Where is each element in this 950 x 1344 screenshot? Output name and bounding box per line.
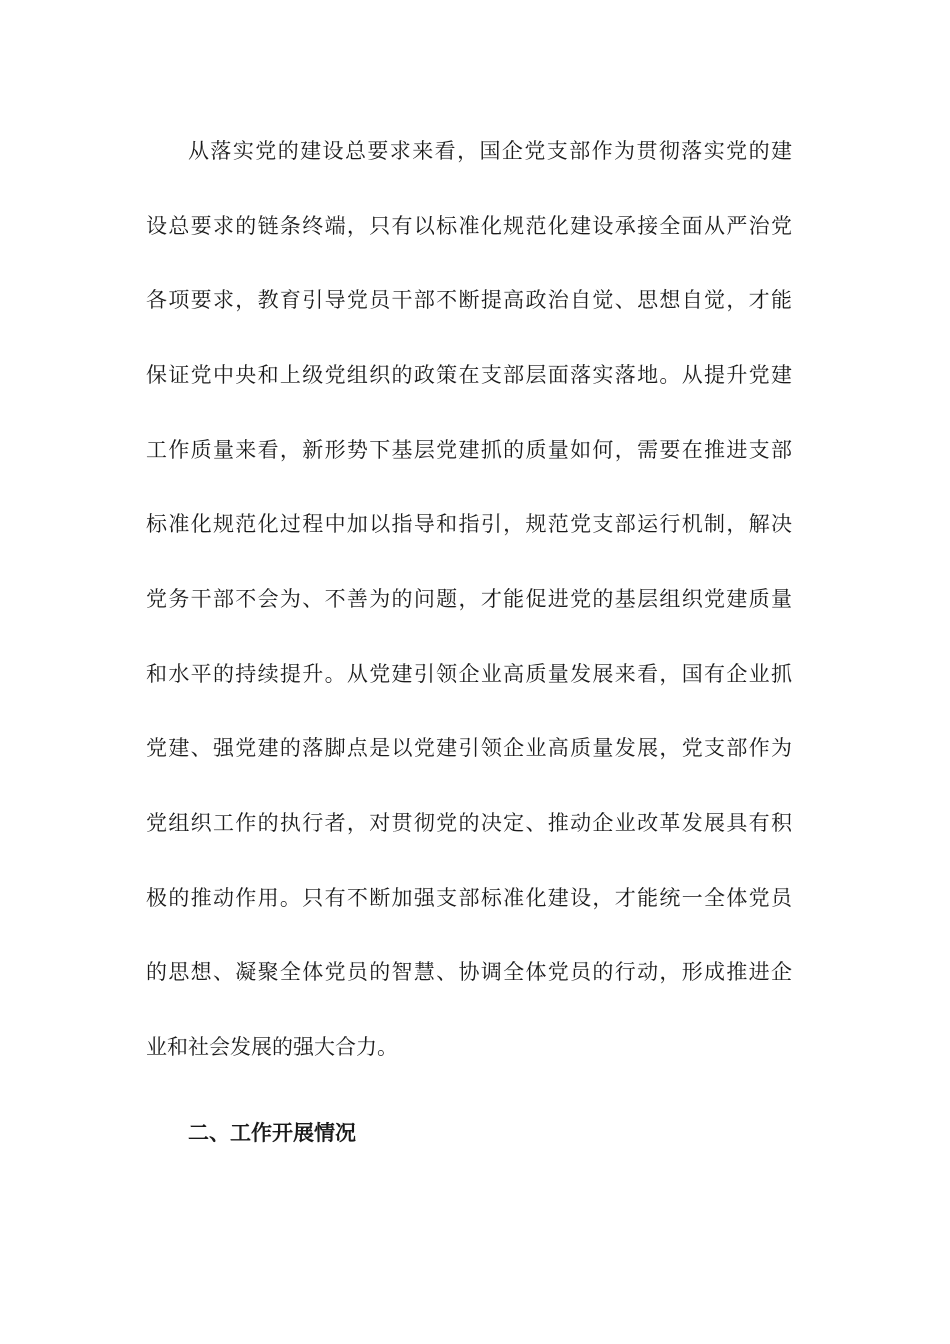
paragraph-line: 设总要求的链条终端，只有以标准化规范化建设承接全面从严治党 <box>146 214 792 238</box>
paragraph-line: 工作质量来看，新形势下基层党建抓的质量如何，需要在推进支部 <box>146 438 792 462</box>
paragraph-line: 和水平的持续提升。从党建引领企业高质量发展来看，国有企业抓 <box>146 662 792 686</box>
paragraph-line: 业和社会发展的强大合力。 <box>146 1035 398 1059</box>
paragraph-line: 保证党中央和上级党组织的政策在支部层面落实落地。从提升党建 <box>146 363 792 387</box>
paragraph-line: 极的推动作用。只有不断加强支部标准化建设，才能统一全体党员 <box>146 886 792 910</box>
paragraph-line: 的思想、凝聚全体党员的智慧、协调全体党员的行动，形成推进企 <box>146 960 792 984</box>
paragraph-line: 党组织工作的执行者，对贯彻党的决定、推动企业改革发展具有积 <box>146 811 792 835</box>
paragraph-line: 党务干部不会为、不善为的问题，才能促进党的基层组织党建质量 <box>146 587 792 611</box>
paragraph-line: 从落实党的建设总要求来看，国企党支部作为贯彻落实党的建 <box>188 139 792 163</box>
paragraph-line: 标准化规范化过程中加以指导和指引，规范党支部运行机制，解决 <box>146 512 792 536</box>
paragraph-line: 党建、强党建的落脚点是以党建引领企业高质量发展，党支部作为 <box>146 736 792 760</box>
section-heading: 二、工作开展情况 <box>188 1120 356 1145</box>
paragraph-line: 各项要求，教育引导党员干部不断提高政治自觉、思想自觉，才能 <box>146 288 792 312</box>
